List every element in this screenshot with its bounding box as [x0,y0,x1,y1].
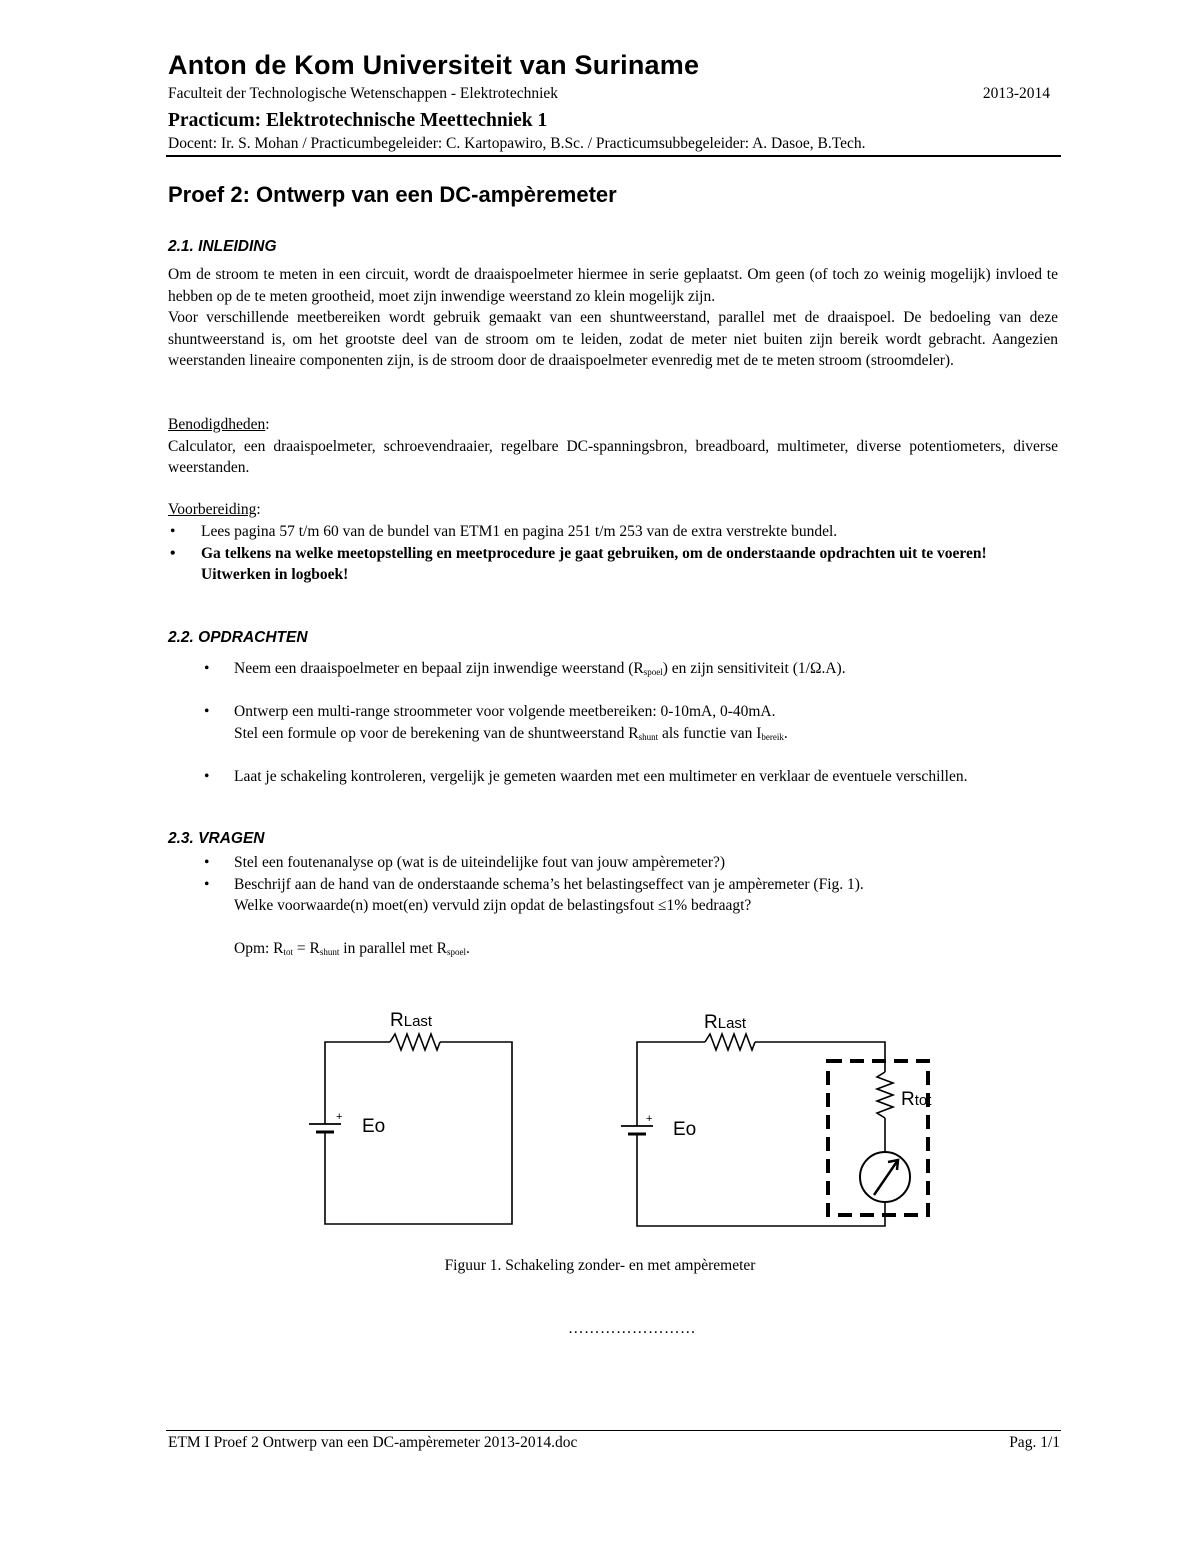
resistor-rlast [705,1034,755,1050]
resistor-rlast [390,1034,440,1050]
benodigdheden-label: Benodigdheden [168,416,266,433]
wire [325,1042,512,1224]
benodigdheden-block: Benodigdheden: Calculator, een draaispoelmeter, schroevendraaier, regelbare DC-spanningsbron, breadboard, multimeter, diverse potentiometers, diverse weerstanden. [168,414,1058,479]
page-title: Proef 2: Ontwerp van een DC-ampèremeter [168,182,617,207]
academic-year: 2013-2014 [982,85,1050,102]
docent-line: Docent: Ir. S. Mohan / Practicumbegeleider: C. Kartopawiro, B.Sc. / Practicumsubbegeleider: A. Dasoe, B.Tech. [168,135,866,152]
opmerking-line: Opm: $R_{tot} = R_{shunt}$ in parallel met $R_{spoel}$. [234,940,470,957]
circuit-right [621,1034,928,1226]
list-item: • Ontwerp een multi-range stroommeter voor volgende meetbereiken: 0-10mA, 0-40mA. Stel een formule op voor de berekening van de shuntweerstand $R_{shunt}$ als functie van $I_{bereik}$. [168,701,1058,748]
ammeter-dashed-box [828,1061,928,1215]
course-title: Practicum: Elektrotechnische Meettechniek 1 [168,110,548,131]
list-item: • Stel een foutenanalyse op (wat is de uiteindelijke fout van jouw ampèremeter?) [168,852,1058,874]
rlast-label-right: RLast [704,1012,747,1033]
inleiding-paragraph-1: Om de stroom te meten in een circuit, wordt de draaispoelmeter hiermee in serie geplaatst. Om geen (of toch zo weinig mogelijk) invloed te hebben op de te meten grootheid, moet zijn inwendige weerstand zo klein mogelijk zijn. [168,266,1058,305]
list-item: • Ga telkens na welke meetopstelling en meetprocedure je gaat gebruiken, om de onderstaande opdrachten uit te voeren! Uitwerken in logboek! [168,543,1058,586]
voorbereiding-label: Voorbereiding [168,501,257,518]
rtot-label: Rtot [901,1089,932,1110]
rlast-label-left: RLast [390,1010,433,1031]
list-item: • Neem een draaispoelmeter en bepaal zijn inwendige weerstand $(R_{spoel})$ en zijn sensitiviteit (1/Ω.A). [168,658,1058,684]
list-item: • Laat je schakeling kontroleren, vergelijk je gemeten waarden met een multimeter en verklaar de eventuele verschillen. [168,766,1058,788]
battery-plus-left: + [336,1111,343,1123]
list-item: • Beschrijf aan de hand van de onderstaande schema’s het belastingseffect van je ampèremeter (Fig. 1). Welke voorwaarde(n) moet(en) vervuld zijn opdat de belastingsfout ≤1% bedraagt? [168,874,1058,917]
section-heading-opdrachten: 2.2. OPDRACHTEN [168,629,308,646]
footer-page-number: Pag. 1/1 [1009,1434,1060,1451]
source-label-left: Eo [362,1116,386,1137]
voorbereiding-label-line: Voorbereiding: [168,501,261,518]
circuit-left [309,1034,512,1224]
wire [755,1042,885,1072]
source-label-right: Eo [673,1119,697,1140]
footer-divider [166,1430,1061,1431]
footer-filename: ETM I Proef 2 Ontwerp van een DC-ampèremeter 2013-2014.doc [168,1434,578,1451]
section-heading-vragen: 2.3. VRAGEN [168,830,265,847]
list-item: • Lees pagina 57 t/m 60 van de bundel van ETM1 en pagina 251 t/m 253 van de extra verstrekte bundel. [168,521,1058,543]
benodigdheden-text: Calculator, een draaispoelmeter, schroevendraaier, regelbare DC-spanningsbron, breadboard, multimeter, diverse potentiometers, diverse weerstanden. [168,437,1058,476]
ammeter-needle [874,1160,898,1195]
inleiding-paragraph-2: Voor verschillende meetbereiken wordt gebruik gemaakt van een shuntweerstand, parallel met de draaispoel. De bedoeling van deze shuntweerstand is, om het grootste deel van de stroom om te leiden, zodat de meter niet buiten zijn bereik wordt gebracht. Aangezien weerstanden lineaire componenten zijn, is de stroom door de draaispoelmeter evenredig met de te meten stroom (stroomdeler). [168,309,1058,369]
wire [325,1042,390,1112]
resistor-rtot [877,1072,893,1118]
battery-plus-right: + [646,1113,653,1125]
wire [637,1042,705,1112]
separator-dots: …………………… [568,1320,696,1337]
wire [637,1138,885,1226]
university-title: Anton de Kom Universiteit van Suriname [168,50,700,80]
section-heading-inleiding: 2.1. INLEIDING [168,238,277,255]
faculty-line: Faculteit der Technologische Wetenschappen - Elektrotechniek [168,85,559,102]
figure-caption: Figuur 1. Schakeling zonder- en met ampèremeter [444,1257,756,1274]
